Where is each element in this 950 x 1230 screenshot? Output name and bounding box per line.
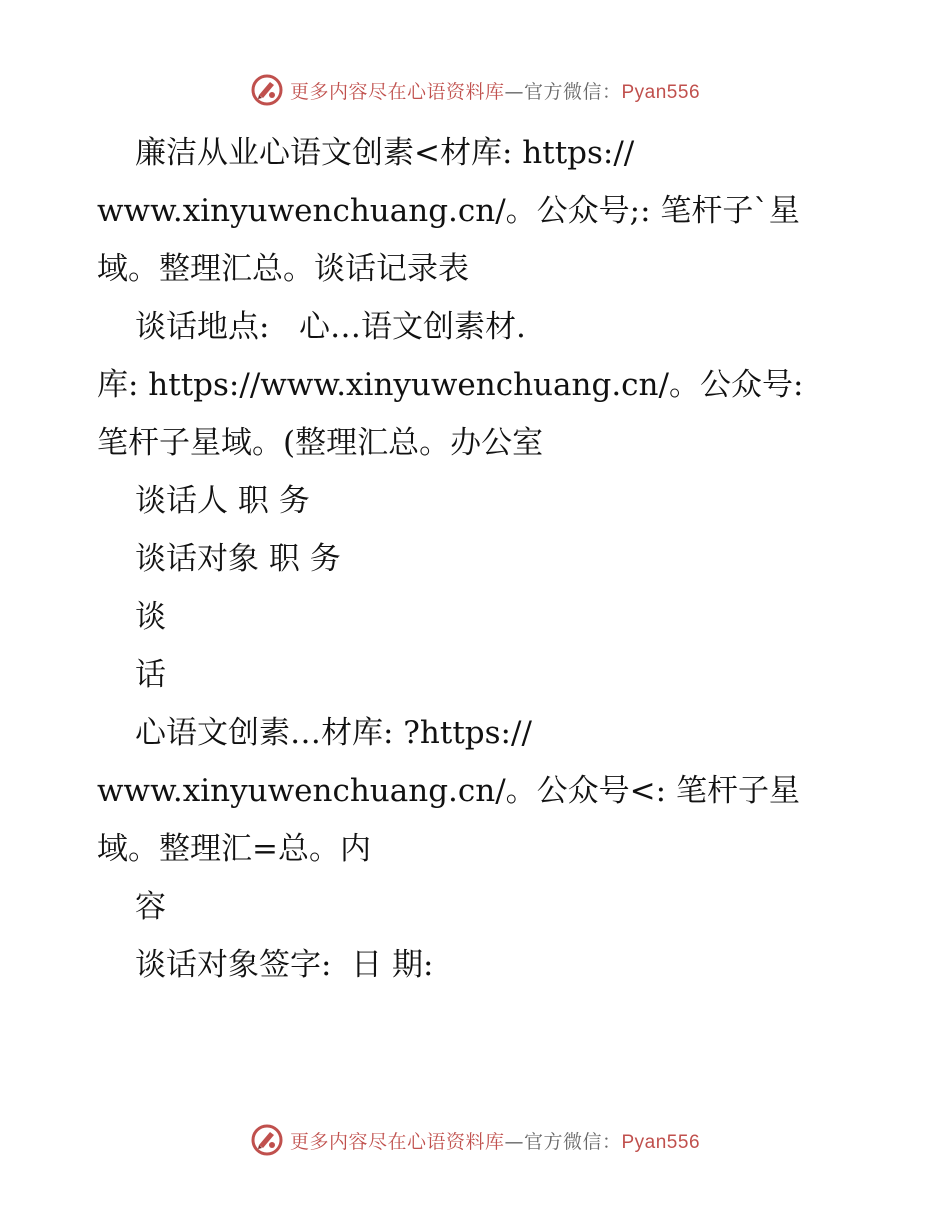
- footer-banner-text: [290, 1127, 700, 1154]
- doc-line-7: 谈话人 职 务: [135, 483, 310, 519]
- header-banner-id: Pyan556: [621, 81, 701, 103]
- footer-banner-dash: —: [504, 1130, 524, 1153]
- header-banner-main: 更多内容尽在心语资料库: [289, 80, 505, 103]
- footer-banner-wechat: 官方微信：: [523, 1130, 622, 1153]
- doc-line-3: 域。整理汇总。谈话记录表: [97, 251, 469, 287]
- header-banner: [0, 70, 950, 110]
- footer-banner-id: Pyan556: [621, 1131, 701, 1153]
- doc-line-14: 容: [135, 889, 166, 925]
- doc-line-6: 笔杆子星域。(整理汇总。办公室: [97, 425, 544, 461]
- hand-pen-logo-icon: [250, 73, 284, 107]
- footer-banner-main: 更多内容尽在心语资料库: [289, 1130, 505, 1153]
- footer-banner: [0, 1120, 950, 1160]
- doc-line-8: 谈话对象 职 务: [135, 541, 341, 577]
- doc-line-5: 库: https://www.xinyuwenchuang.cn/。公众号:: [97, 367, 804, 403]
- doc-line-12: www.xinyuwenchuang.cn/。公众号<: 笔杆子星: [97, 773, 800, 809]
- doc-line-10: 话: [135, 657, 166, 693]
- document-body: [97, 124, 857, 994]
- doc-line-15: 谈话对象签字: 日 期:: [135, 947, 434, 983]
- header-banner-text: [290, 77, 700, 104]
- doc-line-9: 谈: [135, 599, 166, 635]
- header-banner-wechat: 官方微信：: [523, 80, 622, 103]
- hand-pen-logo-icon: [250, 1123, 284, 1157]
- header-banner-dash: —: [504, 80, 524, 103]
- doc-line-2: www.xinyuwenchuang.cn/。公众号;: 笔杆子`星: [97, 193, 800, 229]
- doc-line-11: 心语文创素…材库: ?https://: [135, 715, 532, 751]
- doc-line-1: 廉洁从业心语文创素<材库: https://: [135, 135, 635, 171]
- doc-line-4: 谈话地点: 心…语文创素材.: [135, 309, 526, 345]
- doc-line-13: 域。整理汇=总。内: [97, 831, 371, 867]
